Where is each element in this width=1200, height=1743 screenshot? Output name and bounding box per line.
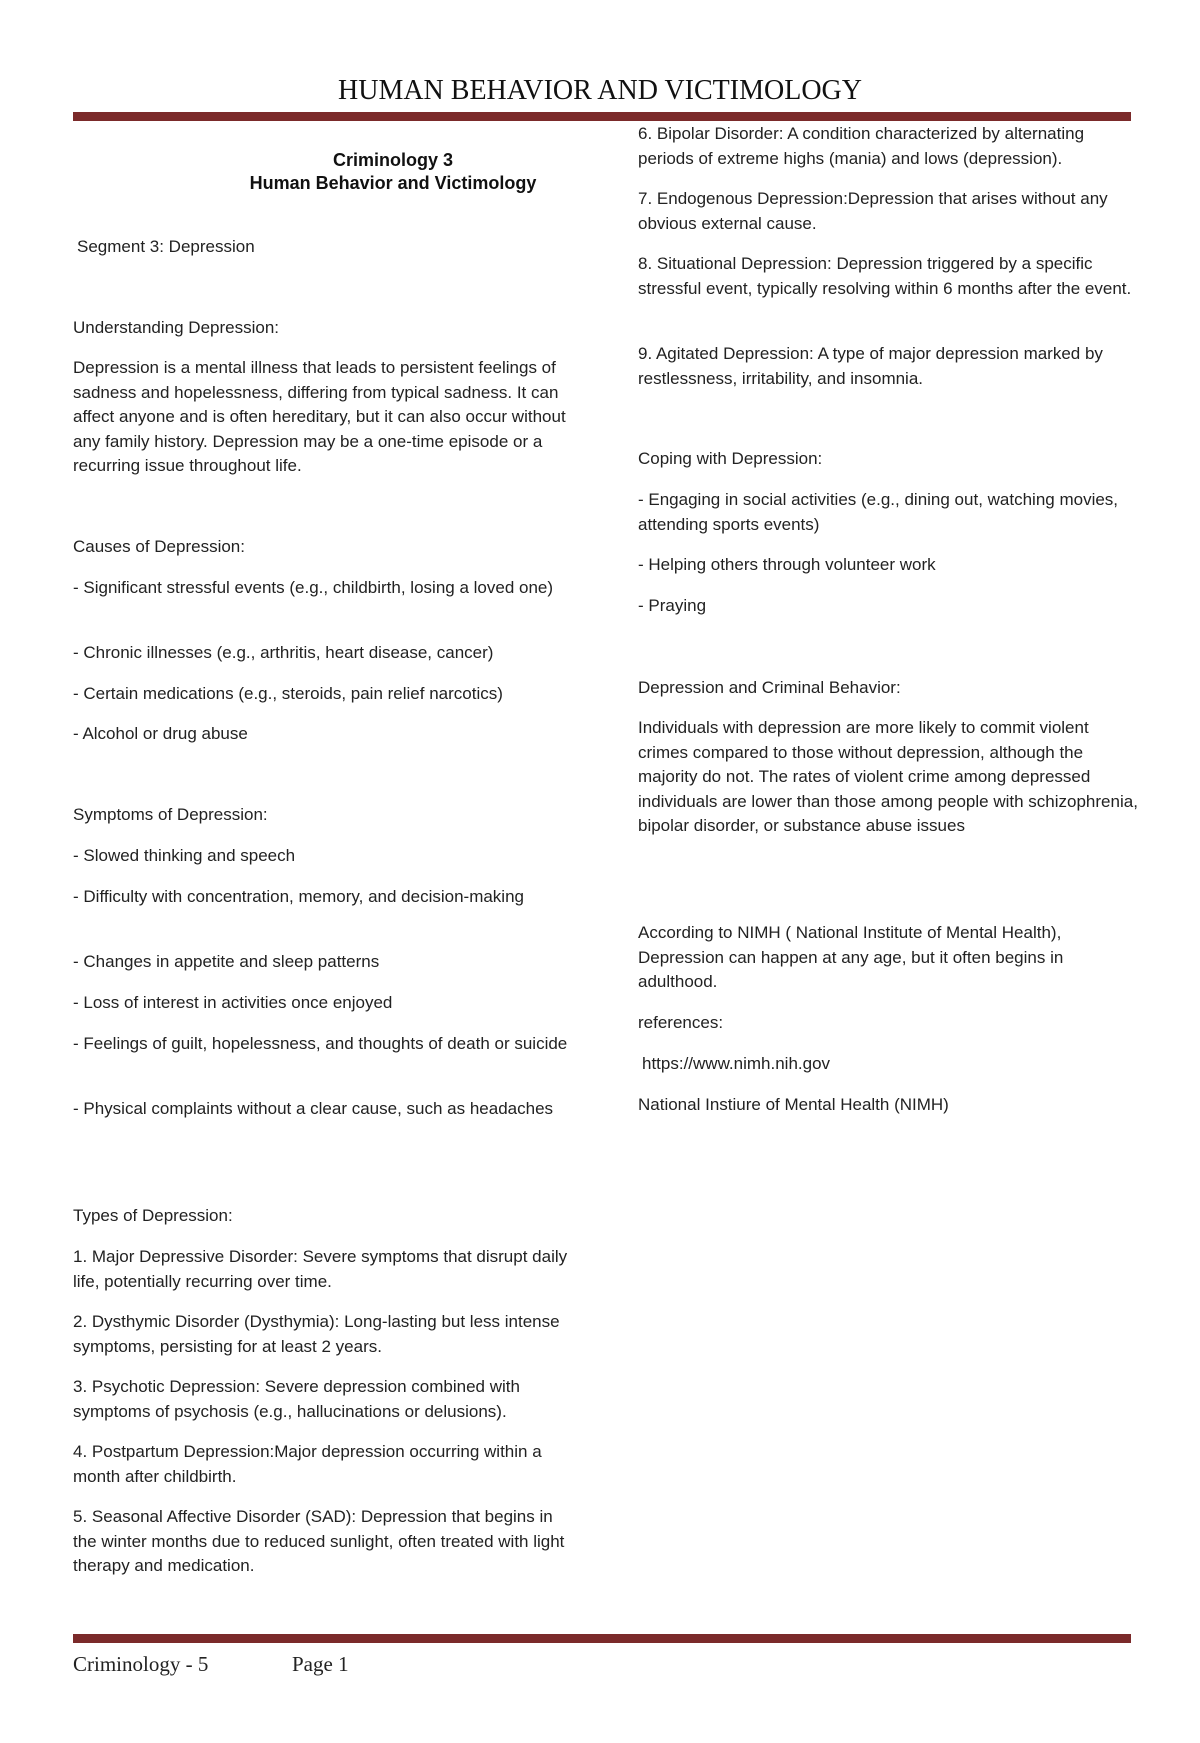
symptoms-item: - Feelings of guilt, hopelessness, and thoughts of death or suicide <box>73 1034 568 1053</box>
document-header-title: HUMAN BEHAVIOR AND VICTIMOLOGY <box>338 75 862 106</box>
types-item: 5. Seasonal Affective Disorder (SAD): Depression that begins in the winter months due to reduced sunlight, often treated with light therapy and medication. <box>73 1507 565 1575</box>
types-item: 4. Postpartum Depression:Major depression occurring within a month after childbirth. <box>73 1442 542 1486</box>
symptoms-item: - Changes in appetite and sleep patterns <box>73 952 380 971</box>
understanding-body: Depression is a mental illness that leads to persistent feelings of sadness and hopelessness, differing from typical sadness. It can affect anyone and is often hereditary, but it can also occur without any family history. Depression may be a one-time episode or a recurring issue throughout life. <box>73 358 566 475</box>
types-item: 6. Bipolar Disorder: A condition characterized by alternating periods of extreme highs (mania) and lows (depression). <box>638 124 1085 168</box>
types-heading: Types of Depression: <box>73 1206 233 1225</box>
reference-source: National Instiure of Mental Health (NIMH) <box>638 1095 949 1114</box>
symptoms-item: - Difficulty with concentration, memory, and decision-making <box>73 887 524 906</box>
header-rule <box>73 112 1131 121</box>
causes-item: - Certain medications (e.g., steroids, pain relief narcotics) <box>73 684 503 703</box>
types-item: 1. Major Depressive Disorder: Severe symptoms that disrupt daily life, potentially recurring over time. <box>73 1247 568 1291</box>
types-item: 2. Dysthymic Disorder (Dysthymia): Long-lasting but less intense symptoms, persisting for at least 2 years. <box>73 1312 560 1356</box>
references-heading: references: <box>638 1013 724 1032</box>
footer-course-label: Criminology - 5 <box>73 1652 209 1676</box>
types-item: 7. Endogenous Depression:Depression that arises without any obvious external cause. <box>638 189 1108 233</box>
causes-item: - Significant stressful events (e.g., childbirth, losing a loved one) <box>73 578 554 597</box>
segment-label: Segment 3: Depression <box>77 237 255 256</box>
criminal-body: Individuals with depression are more likely to commit violent crimes compared to those without depression, although the majority do not. The rates of violent crime among depressed individuals are lower than those among people with schizophrenia, bipolar disorder, or substance abuse issues <box>638 718 1138 835</box>
causes-heading: Causes of Depression: <box>73 537 245 556</box>
symptoms-item: - Loss of interest in activities once enjoyed <box>73 993 393 1012</box>
footer-rule <box>73 1634 1131 1643</box>
causes-item: - Alcohol or drug abuse <box>73 724 248 743</box>
subject-title: Human Behavior and Victimology <box>249 173 537 193</box>
symptoms-item: - Slowed thinking and speech <box>73 846 296 865</box>
coping-heading: Coping with Depression: <box>638 449 823 468</box>
symptoms-heading: Symptoms of Depression: <box>73 805 268 824</box>
understanding-heading: Understanding Depression: <box>73 318 280 337</box>
footer-page-number: Page 1 <box>292 1652 349 1676</box>
coping-item: - Praying <box>638 596 707 615</box>
types-item: 8. Situational Depression: Depression triggered by a specific stressful event, typically resolving within 6 months after the event. <box>638 254 1132 298</box>
coping-item: - Helping others through volunteer work <box>638 555 936 574</box>
reference-url: https://www.nimh.nih.gov <box>642 1054 831 1073</box>
types-item: 9. Agitated Depression: A type of major depression marked by restlessness, irritability, and insomnia. <box>638 344 1103 388</box>
symptoms-item: - Physical complaints without a clear cause, such as headaches <box>73 1099 554 1118</box>
course-title: Criminology 3 <box>332 150 453 170</box>
criminal-heading: Depression and Criminal Behavior: <box>638 678 901 697</box>
nimh-paragraph: According to NIMH ( National Institute of Mental Health), Depression can happen at any age, but it often begins in adulthood. <box>638 923 1064 991</box>
types-item: 3. Psychotic Depression: Severe depression combined with symptoms of psychosis (e.g., hallucinations or delusions). <box>73 1377 520 1421</box>
causes-item: - Chronic illnesses (e.g., arthritis, heart disease, cancer) <box>73 643 494 662</box>
coping-item: - Engaging in social activities (e.g., dining out, watching movies, attending sports events) <box>638 490 1119 534</box>
